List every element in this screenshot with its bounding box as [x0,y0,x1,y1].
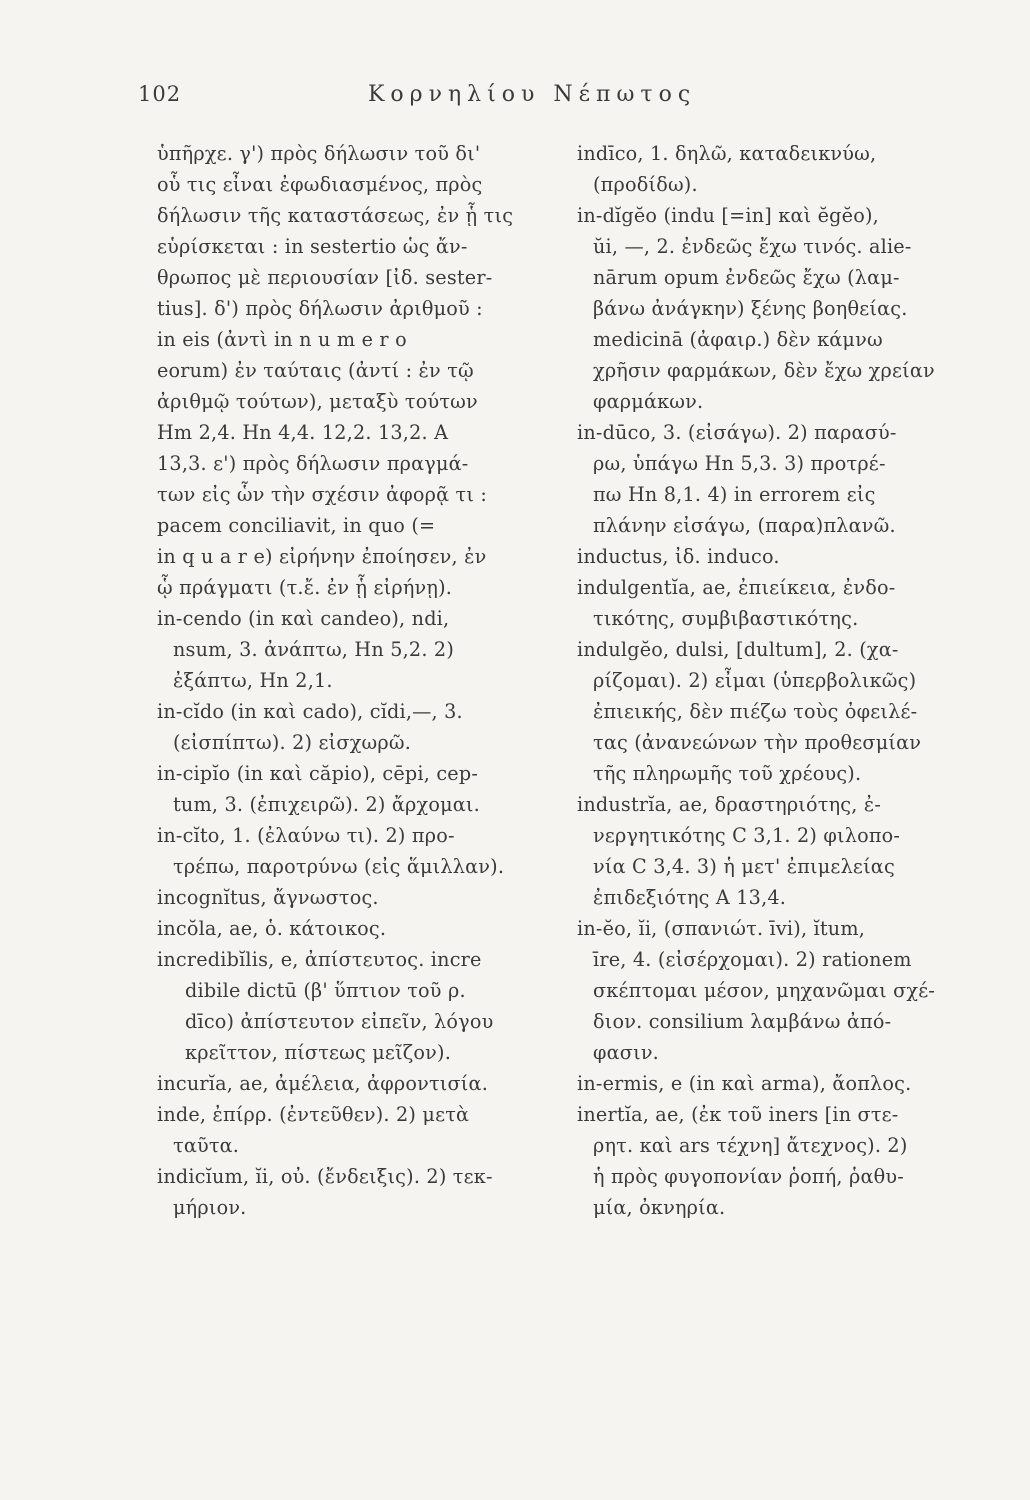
text-line: nsum, 3. ἀνάπτω, Hn 5,2. 2) [173,638,455,661]
text-line: īre, 4. (εἰσέρχομαι). 2) rationem [593,948,912,971]
text-line: dīco) ἀπίστευτον εἰπεῖν, λόγου [185,1010,494,1033]
text-line: δήλωσιν τῆς καταστάσεως, ἐν ᾗ τις [157,204,514,227]
text-line: in q u a r e) εἰρήνην ἐποίησεν, ἐν [157,545,487,568]
text-line: in-cĭto, 1. (ἐλαύνω τι). 2) προ- [157,824,455,847]
text-line: (εἰσπίπτω). 2) εἰσχωρῶ. [173,731,411,754]
text-line: ταῦτα. [173,1134,240,1157]
text-line: μήριον. [173,1196,247,1219]
text-line: in-ermis, e (in καὶ arma), ἄοπλος. [577,1072,912,1095]
text-line: ρητ. καὶ ars τέχνη] ἄτεχνος). 2) [593,1134,908,1157]
text-line: tum, 3. (ἐπιχειρῶ). 2) ἄρχομαι. [173,793,480,816]
text-line: in eis (ἀντὶ in n u m e r o [157,328,407,351]
text-line: eorum) ἐν ταύταις (ἀντί : ἐν τῷ [157,359,474,382]
text-line: ŭi, —, 2. ἐνδεῶς ἔχω τινός. alie- [593,235,912,258]
text-line: θρωπος μὲ περιουσίαν [ἰδ. sester- [157,266,493,289]
text-line: inductus, ἰδ. induco. [577,545,780,568]
text-line: in-ĕo, ĭi, (σπανιώτ. īvi), ĭtum, [577,917,866,940]
text-line: ἐξάπτω, Hn 2,1. [173,669,333,692]
text-line: incognĭtus, ἄγνωστος. [157,886,379,909]
text-line: (προδίδω). [593,173,698,196]
page-header [138,82,998,122]
running-head: Κορνηλίου Νέπωτος [368,82,697,107]
text-line: pacem conciliavit, in quo (= [157,514,436,537]
text-line: κρεῖττον, πίστεως μεῖζον). [185,1041,451,1064]
text-line: 13,3. ε') πρὸς δήλωσιν πραγμά- [157,452,469,475]
text-line: inde, ἐπίρρ. (ἐντεῦθεν). 2) μετὰ [157,1103,470,1126]
text-line: σκέπτομαι μέσον, μηχανῶμαι σχέ- [593,979,936,1002]
text-line: φαρμάκων. [593,390,704,413]
text-line: dibile dictū (β' ὕπτιον τοῦ ρ. [185,979,466,1002]
text-line: νεργητικότης C 3,1. 2) φιλοπο- [593,824,901,847]
text-line: τικότης, συμβιβαστικότης. [593,607,859,630]
text-line: νία C 3,4. 3) ἡ μετ' ἐπιμελείας [593,855,895,878]
text-line: οὗ τις εἶναι ἐφωδιασμένος, πρὸς [157,173,483,196]
text-line: ἐπιδεξιότης A 13,4. [593,886,787,909]
text-line: βάνω ἀνάγκην) ξένης βοηθείας. [593,297,908,320]
text-line: διον. consilium λαμβάνω ἀπό- [593,1010,892,1033]
text-line: πω Hn 8,1. 4) in errorem εἰς [593,483,876,506]
text-line: ὑπῆρχε. γ') πρὸς δήλωσιν τοῦ δι' [157,142,481,165]
text-line: medicinā (ἀφαιρ.) δὲν κάμνω [593,328,883,351]
text-line: ρίζομαι). 2) εἶμαι (ὑπερβολικῶς) [593,669,917,692]
left-column [157,138,577,1223]
text-line: inertĭa, ae, (ἐκ τοῦ iners [in στε- [577,1103,899,1126]
text-line: ἡ πρὸς φυγοπονίαν ῥοπή, ῥαθυ- [593,1165,904,1188]
text-line: indīco, 1. δηλῶ, καταδεικνύω, [577,142,877,165]
text-line: in-dĭgĕo (indu [=in] καὶ ĕgĕo), [577,204,879,227]
text-line: incurĭa, ae, ἀμέλεια, ἀφροντισία. [157,1072,488,1095]
text-line: πλάνην εἰσάγω, (παρα)πλανῶ. [593,514,896,537]
text-line: incŏla, ae, ὁ. κάτοικος. [157,917,387,940]
text-line: industrĭa, ae, δραστηριότης, ἐ- [577,793,882,816]
text-line: nārum opum ἐνδεῶς ἔχω (λαμ- [593,266,900,289]
text-line: in-dūco, 3. (εἰσάγω). 2) παρασύ- [577,421,897,444]
text-line: incredibĭlis, e, ἀπίστευτος. incre [157,948,482,971]
text-line: φασιν. [593,1041,659,1064]
text-line: indulgĕo, dulsi, [dultum], 2. (χα- [577,638,899,661]
text-line: ρω, ὑπάγω Hn 5,3. 3) προτρέ- [593,452,886,475]
text-line: tius]. δ') πρὸς δήλωσιν ἀριθμοῦ : [157,297,483,320]
text-line: in-cipĭo (in καὶ căpio), cēpi, cep- [157,762,479,785]
text-line: ἀριθμῷ τούτων), μεταξὺ τούτων [157,390,478,413]
text-line: in-cendo (in καὶ candeo), ndi, [157,607,450,630]
text-line: των εἰς ὧν τὴν σχέσιν ἀφορᾷ τι : [157,483,488,506]
text-line: τας (ἀνανεώνων τὴν προθεσμίαν [593,731,922,754]
text-line: μία, ὀκνηρία. [593,1196,726,1219]
text-line: τρέπω, παροτρύνω (εἰς ἅμιλλαν). [173,855,505,878]
text-line: ἐπιεικής, δὲν πιέζω τοὺς ὀφειλέ- [593,700,918,723]
text-line: in-cĭdo (in καὶ cado), cĭdi,—, 3. [157,700,463,723]
right-column [577,138,1005,1223]
text-line: indicĭum, ĭi, οὐ. (ἔνδειξις). 2) τεκ- [157,1165,493,1188]
text-line: εὑρίσκεται : in sestertio ὡς ἄν- [157,235,468,258]
text-line: τῆς πληρωμῆς τοῦ χρέους). [593,762,862,785]
text-line: indulgentĭa, ae, ἐπιείκεια, ἐνδο- [577,576,896,599]
text-line: Hm 2,4. Hn 4,4. 12,2. 13,2. A [157,421,449,444]
page-number: 102 [138,82,182,106]
text-line: ᾧ πράγματι (τ.ἔ. ἐν ᾗ εἰρήνῃ). [157,576,453,599]
text-line: χρῆσιν φαρμάκων, δὲν ἔχω χρείαν [593,359,935,382]
